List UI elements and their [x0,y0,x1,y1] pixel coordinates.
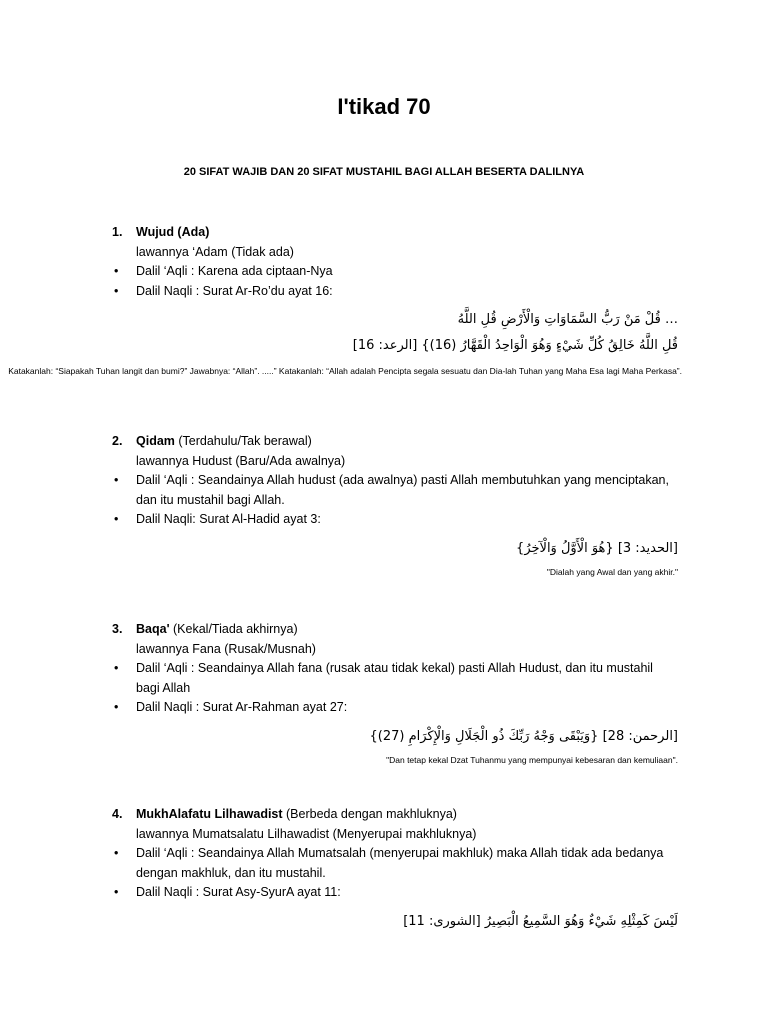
section-heading [112,620,682,640]
dalil-naqli-item [112,698,682,718]
bullet-icon: • [114,264,119,278]
section-number: 1. [112,225,123,239]
dalil-naqli-text: Dalil Naqli : Surat Ar-Rahman ayat 27: [136,700,348,714]
dalil-naqli-text: Dalil Naqli: Surat Al-Hadid ayat 3: [136,512,321,526]
opposite-text: lawannya Hudust (Baru/Ada awalnya) [136,453,346,468]
dalil-aqli-item [112,659,682,679]
dalil-naqli-item [112,282,682,302]
verse-translation: "Dan tetap kekal Dzat Tuhanmu yang mempunyai kebesaran dan kemuliaan". [386,754,678,765]
dalil-naqli-item [112,510,682,530]
opposite-text: lawannya ‘Adam (Tidak ada) [136,244,294,259]
dalil-aqli-text: Dalil ‘Aqli : Seandainya Allah fana (rusak atau tidak kekal) pasti Allah Hudust, dan itu mustahil [136,661,653,675]
dalil-aqli-text: Dalil ‘Aqli : Seandainya Allah hudust (ada awalnya) pasti Allah membutuhkan yang menciptakan, [136,473,669,487]
section-name: Baqa' [136,622,170,636]
arabic-verse-line-1: … قُلْ مَنْ رَبُّ السَّمَاوَاتِ وَالْأَرْضِ قُلِ اللَّهُ [457,312,678,327]
section-name: MukhAlafatu Lilhawadist [136,807,283,821]
arabic-verse-line-1: [الحديد: 3] {هُوَ الْأَوَّلُ وَالْآخِرُ} [516,540,678,556]
section-number: 3. [112,622,123,636]
dalil-aqli-text: Dalil ‘Aqli : Seandainya Allah Mumatsalah (menyerupai makhluk) maka Allah tidak ada bedanya [136,846,664,860]
dalil-aqli-continuation: bagi Allah [136,680,191,695]
dalil-aqli-text: Dalil ‘Aqli : Karena ada ciptaan-Nya [136,264,333,278]
dalil-naqli-text: Dalil Naqli : Surat Ar-Ro’du ayat 16: [136,283,333,298]
section-wujud [8,223,682,378]
dalil-aqli-item [112,844,682,864]
opposite-text: lawannya Fana (Rusak/Musnah) [136,641,316,656]
document-title: I'tikad 70 [337,94,431,119]
arabic-verse-line-2: قُلِ اللَّهُ خَالِقُ كُلِّ شَيْءٍ وَهُوَ الْوَاحِدُ الْقَهَّارُ (16)} [الرعد: 16] [352,338,678,353]
section-number: 4. [112,807,123,821]
verse-translation: Katakanlah: “Siapakah Tuhan langit dan bumi?” Jawabnya: “Allah”. .....” Katakanlah: “Allah adalah Pencipta segala sesuatu dan Dia-lah Tuhan yang Maha Esa lagi Maha Perkasa”. [8,366,682,376]
section-heading [112,805,682,825]
verse-translation: "Dialah yang Awal dan yang akhir." [546,566,678,577]
bullet-icon: • [114,846,119,860]
bullet-icon: • [114,473,119,487]
section-name: Qidam [136,434,175,448]
bullet-icon: • [114,700,119,714]
section-baqa [112,620,682,767]
dalil-naqli-item [112,883,682,903]
arabic-verse-line-1: لَيْسَ كَمِثْلِهِ شَيْءٌ وَهُوَ السَّمِيعُ الْبَصِيرُ [الشورى: 11] [403,913,678,929]
section-name-description: (Terdahulu/Tak berawal) [174,434,312,448]
section-heading [112,223,682,243]
arabic-verse-line-1: [الرحمن: 28] {وَيَبْقَى وَجْهُ رَبِّكَ ذُو الْجَلَالِ وَالْإِكْرَامِ (27)} [369,728,678,744]
bullet-icon: • [114,283,119,298]
section-mukhalafatu-lilhawadist [112,805,682,935]
dalil-naqli-text: Dalil Naqli : Surat Asy-SyurA ayat 11: [136,885,341,899]
section-name-description: (Berbeda dengan makhluknya) [282,807,457,821]
section-heading [112,432,682,452]
dalil-aqli-item [112,471,682,491]
section-number: 2. [112,434,123,448]
dalil-aqli-item [112,262,682,282]
section-name: Wujud (Ada) [136,225,210,239]
bullet-icon: • [114,885,119,899]
section-name-description: (Kekal/Tiada akhirnya) [169,622,298,636]
dalil-aqli-continuation: dan itu mustahil bagi Allah. [136,492,285,507]
bullet-icon: • [114,661,119,675]
document-subtitle: 20 SIFAT WAJIB DAN 20 SIFAT MUSTAHIL BAGI ALLAH BESERTA DALILNYA [183,166,585,178]
dalil-aqli-continuation: dengan makhluk, dan itu mustahil. [136,865,326,880]
bullet-icon: • [114,512,119,526]
section-qidam [112,432,682,579]
opposite-text: lawannya Mumatsalatu Lilhawadist (Menyerupai makhluknya) [136,826,477,841]
